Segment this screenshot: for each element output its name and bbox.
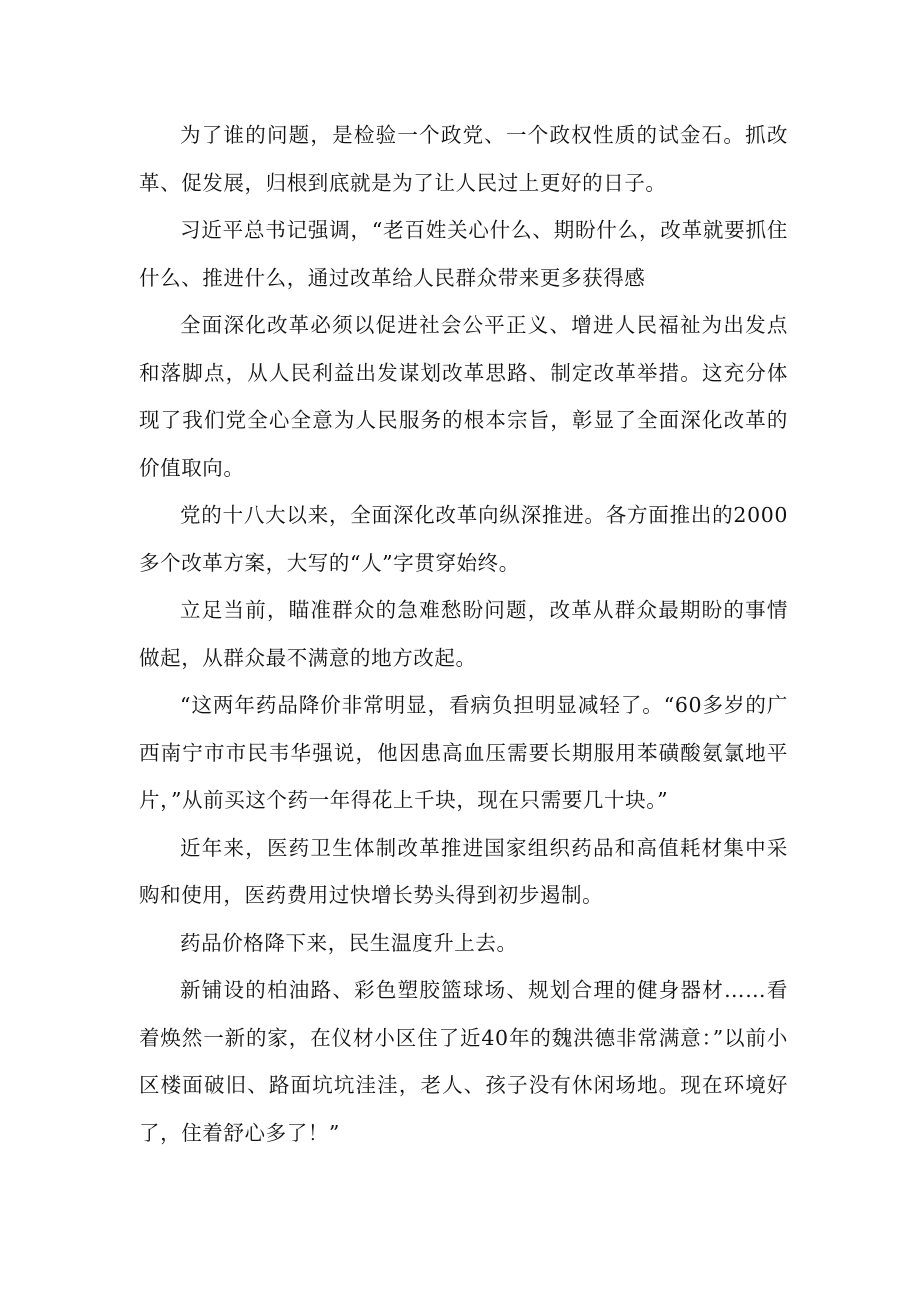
paragraph-7: 近年来，医药卫生体制改革推进国家组织药品和高值耗材集中采购和使用，医药费用过快增长势头得到初步遏制。 — [139, 835, 788, 907]
paragraph-1: 为了谁的问题，是检验一个政党、一个政权性质的试金石。抓改革、促发展，归根到底就是为了让人民过上更好的日子。 — [139, 123, 788, 195]
paragraph-8: 药品价格降下来，民生温度升上去。 — [180, 930, 518, 955]
paragraph-4: 党的十八大以来，全面深化改革向纵深推进。各方面推出的2000多个改革方案，大写的“人”字贯穿始终。 — [139, 503, 788, 575]
paragraph-3: 全面深化改革必须以促进社会公平正义、增进人民福祉为出发点和落脚点，从人民利益出发谋划改革思路、制定改革举措。这充分体现了我们党全心全意为人民服务的根本宗旨，彰显了全面深化改革的价值取向。 — [139, 313, 788, 480]
paragraph-9: 新铺设的柏油路、彩色塑胶篮球场、规划合理的健身器材……看着焕然一新的家，在仪材小区住了近40年的魏洪德非常满意：”以前小区楼面破旧、路面坑坑洼洼，老人、孩子没有休闲场地。现在环境好了，住着舒心多了！” — [139, 978, 788, 1145]
paragraph-6: “这两年药品降价非常明显，看病负担明显减轻了。“60多岁的广西南宁市市民韦华强说，他因患高血压需要长期服用苯磺酸氨氯地平片，”从前买这个药一年得花上千块，现在只需要几十块。” — [139, 693, 788, 812]
paragraph-5: 立足当前，瞄准群众的急难愁盼问题，改革从群众最期盼的事情做起，从群众最不满意的地方改起。 — [139, 598, 788, 670]
paragraph-2: 习近平总书记强调，“老百姓关心什么、期盼什么，改革就要抓住什么、推进什么，通过改革给人民群众带来更多获得感 — [139, 218, 788, 290]
